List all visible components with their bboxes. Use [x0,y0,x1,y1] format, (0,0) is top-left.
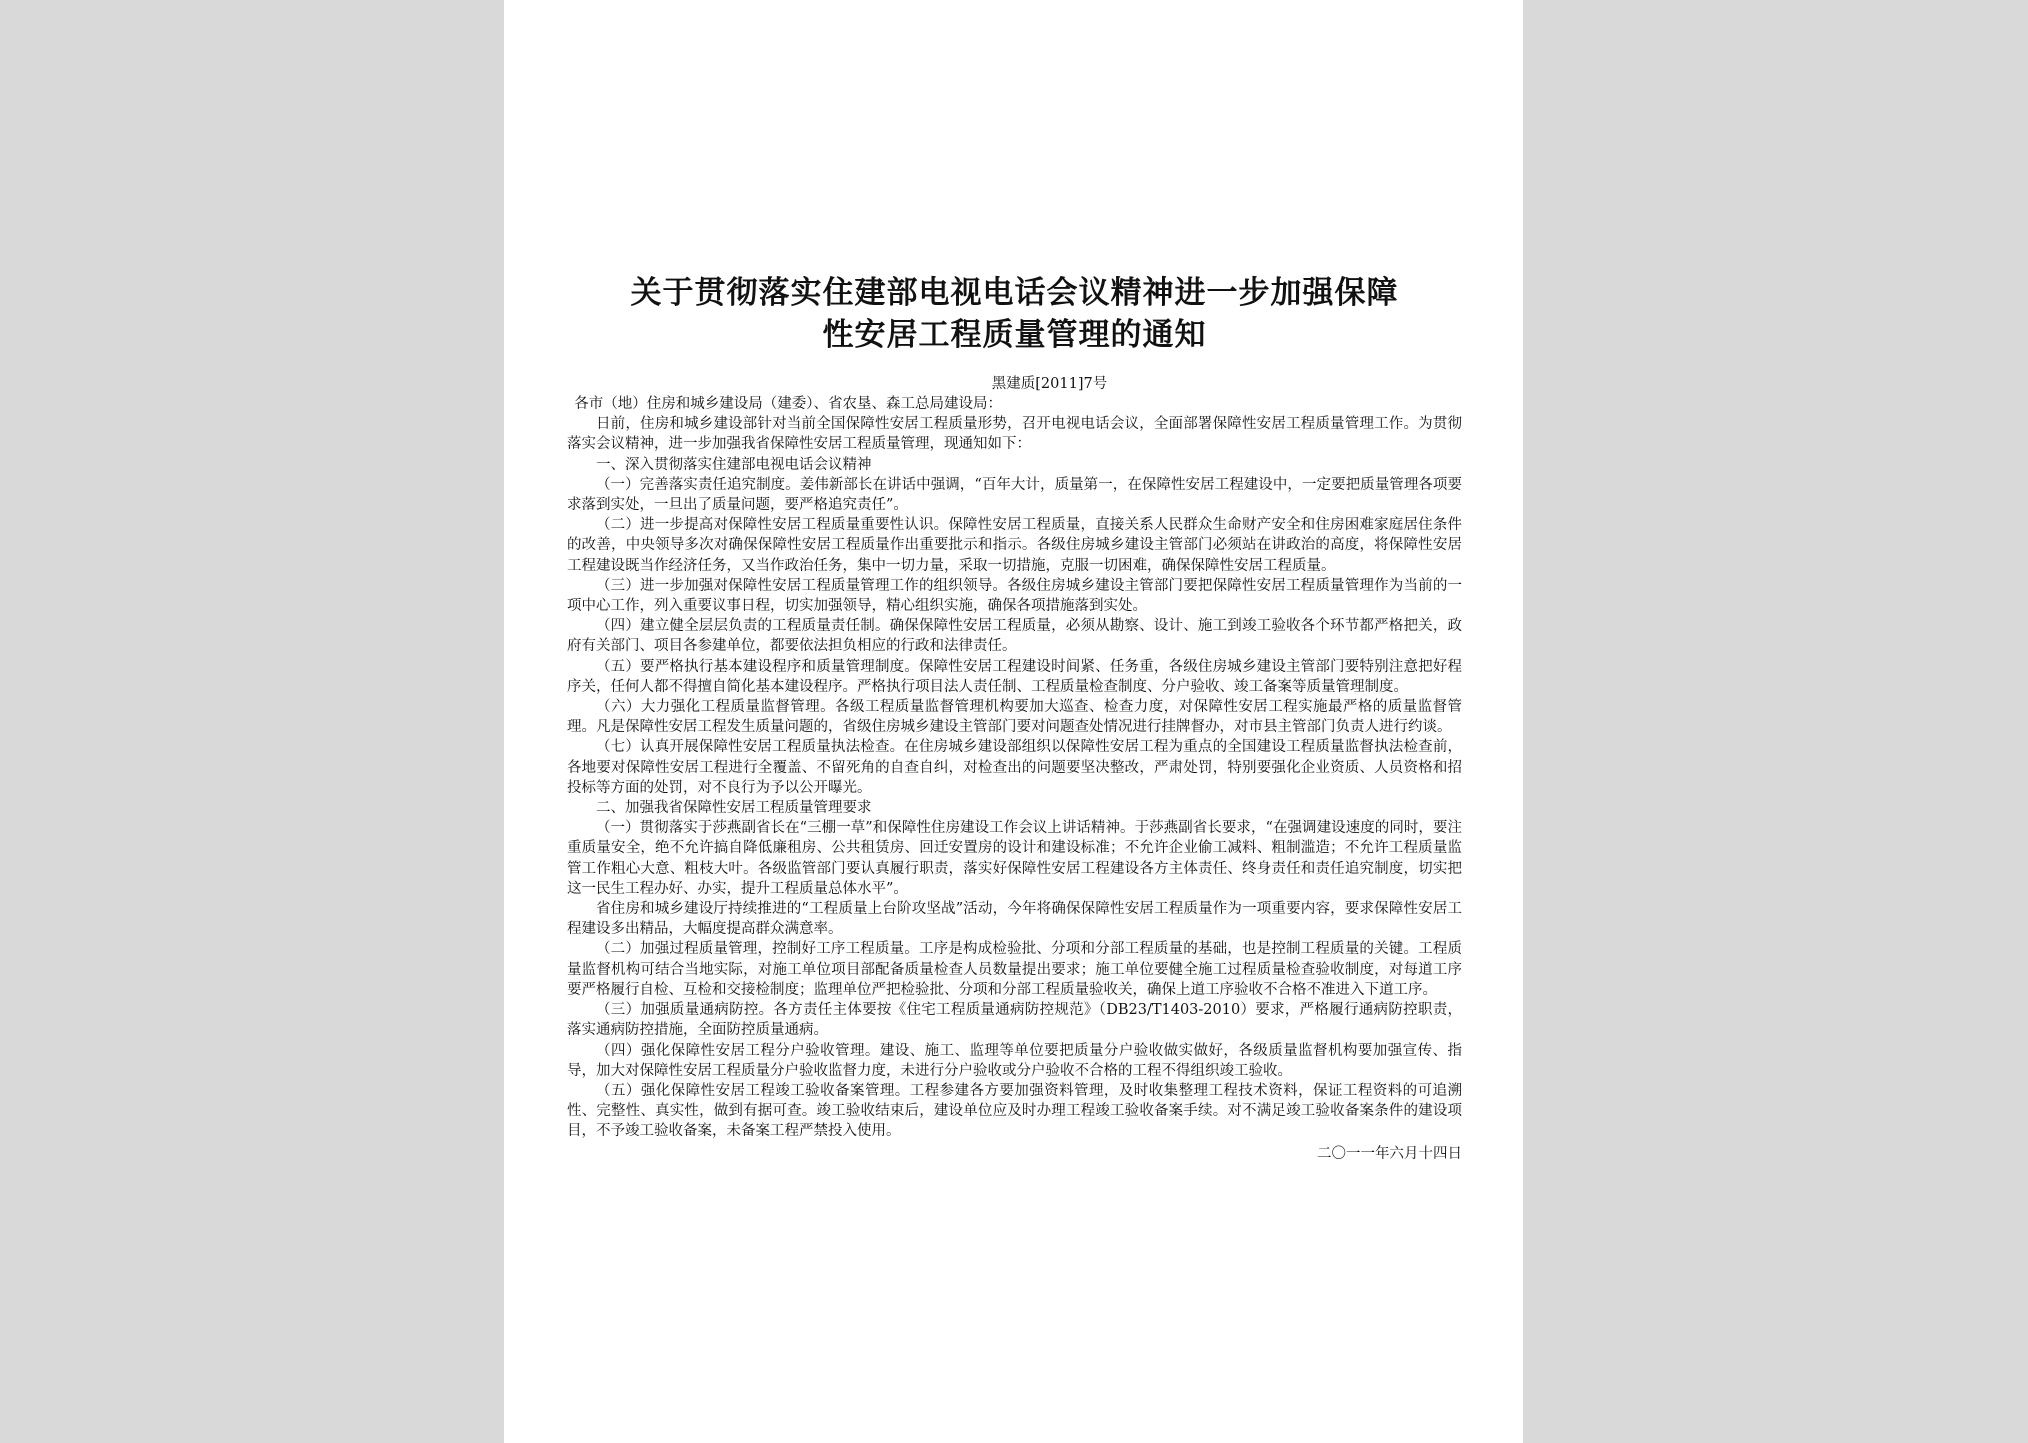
document-date: 二〇一一年六月十四日 [1317,1145,1462,1162]
section-heading-2: 二、加强我省保障性安居工程质量管理要求 [596,800,872,817]
paragraph-2-3: （三）加强质量通病防控。各方责任主体要按《住宅工程质量通病防控规范》（DB23/T1403-2010）要求，严格履行通病防控职责，落实通病防控措施，全面防控质量通病。 [567,1002,1462,1039]
document-content [567,272,1462,1164]
document-number: 黑建质[2011]7号 [991,376,1108,392]
paragraph-2-4: （四）强化保障性安居工程分户验收管理。建设、施工、监理等单位要把质量分户验收做实做好，各级质量监督机构要加强宣传、指导，加大对保障性安居工程质量分户验收监督力度，未进行分户验收或分户验收不合格的工程不得组织竣工验收。 [567,1042,1462,1079]
paragraph-1-1: （一）完善落实责任追究制度。姜伟新部长在讲话中强调，“百年大计，质量第一，在保障性安居工程建设中，一定要把质量管理各项要求落到实处，一旦出了质量问题，要严格追究责任”。 [567,476,1462,514]
document-page [504,0,1523,1443]
document-title [567,272,1462,356]
section-heading-1: 一、深入贯彻落实住建部电视电话会议精神 [596,456,872,473]
paragraph-2-2: （二）加强过程质量管理，控制好工序工程质量。工序是构成检验批、分项和分部工程质量的基础，也是控制工程质量的关键。工程质量监督机构可结合当地实际，对施工单位项目部配备质量检查人员数量提出要求；施工单位要健全施工过程质量检查验收制度，对每道工序要严格履行自检、互检和交接检制度；监理单位严把检验批、分项和分部工程质量验收关，确保上道工序验收不合格不准进入下道工序。 [567,941,1462,998]
paragraph-2-1: （一）贯彻落实于莎燕副省长在“三棚一草”和保障性住房建设工作会议上讲话精神。于莎燕副省长要求，“在强调建设速度的同时，要注重质量安全，绝不允许搞自降低廉租房、公共租赁房、回迁安置房的设计和建设标准；不允许企业偷工减料、粗制滥造；不允许工程质量监管工作粗心大意、粗枝大叶。各级监管部门要认真履行职责，落实好保障性安居工程建设各方主体责任、终身责任和责任追究制度，切实把这一民生工程办好、办实，提升工程质量总体水平”。 [567,820,1462,897]
paragraph-2-1-cont: 省住房和城乡建设厅持续推进的“工程质量上台阶攻坚战”活动，今年将确保保障性安居工程质量作为一项重要内容，要求保障性安居工程建设多出精品，大幅度提高群众满意率。 [567,901,1462,938]
paragraph-1-7: （七）认真开展保障性安居工程质量执法检查。在住房城乡建设部组织以保障性安居工程为重点的全国建设工程质量监督执法检查前，各地要对保障性安居工程进行全覆盖、不留死角的自查自纠，对检查出的问题要坚决整改，严肃处罚，特别要强化企业资质、人员资格和招投标等方面的处罚，对不良行为予以公开曝光。 [567,739,1462,796]
paragraph-1-3: （三）进一步加强对保障性安居工程质量管理工作的组织领导。各级住房城乡建设主管部门要把保障性安居工程质量管理作为当前的一项中心工作，列入重要议事日程，切实加强领导，精心组织实施，确保各项措施落到实处。 [567,577,1462,615]
title-line-2: 性安居工程质量管理的通知 [822,317,1207,353]
title-line-1: 关于贯彻落实住建部电视电话会议精神进一步加强保障 [630,275,1399,311]
paragraph-1-6: （六）大力强化工程质量监督管理。各级工程质量监督管理机构要加大巡查、检查力度，对保障性安居工程实施最严格的质量监督管理。凡是保障性安居工程发生质量问题的，省级住房城乡建设主管部门要对问题查处情况进行挂牌督办，对市县主管部门负责人进行约谈。 [567,699,1462,736]
paragraph-1-2: （二）进一步提高对保障性安居工程质量重要性认识。保障性安居工程质量，直接关系人民群众生命财产安全和住房困难家庭居住条件的改善，中央领导多次对确保保障性安居工程质量作出重要批示和指示。各级住房城乡建设主管部门必须站在讲政治的高度，将保障性安居工程建设既当作经济任务，又当作政治任务，集中一切力量，采取一切措施，克服一切困难，确保保障性安居工程质量。 [567,517,1462,574]
paragraph-1-5: （五）要严格执行基本建设程序和质量管理制度。保障性安居工程建设时间紧、任务重，各级住房城乡建设主管部门要特别注意把好程序关，任何人都不得擅自简化基本建设程序。严格执行项目法人责任制、工程质量检查制度、分户验收、竣工备案等质量管理制度。 [567,658,1462,695]
paragraph-1-4: （四）建立健全层层负责的工程质量责任制。确保保障性安居工程质量，必须从勘察、设计、施工到竣工验收各个环节都严格把关，政府有关部门、项目各参建单位，都要依法担负相应的行政和法律责任。 [567,618,1462,655]
addressee: 各市（地）住房和城乡建设局（建委）、省农垦、森工总局建设局： [574,396,1002,412]
paragraph-intro: 日前，住房和城乡建设部针对当前全国保障性安居工程质量形势，召开电视电话会议，全面部署保障性安居工程质量管理工作。为贯彻落实会议精神，进一步加强我省保障性安居工程质量管理，现通知如下： [567,416,1462,453]
paragraph-2-5: （五）强化保障性安居工程竣工验收备案管理。工程参建各方要加强资料管理，及时收集整理工程技术资料，保证工程资料的可追溯性、完整性、真实性，做到有据可查。竣工验收结束后，建设单位应及时办理工程竣工验收备案手续。对不满足竣工验收备案条件的建设项目，不予竣工验收备案，未备案工程严禁投入使用。 [567,1082,1462,1140]
